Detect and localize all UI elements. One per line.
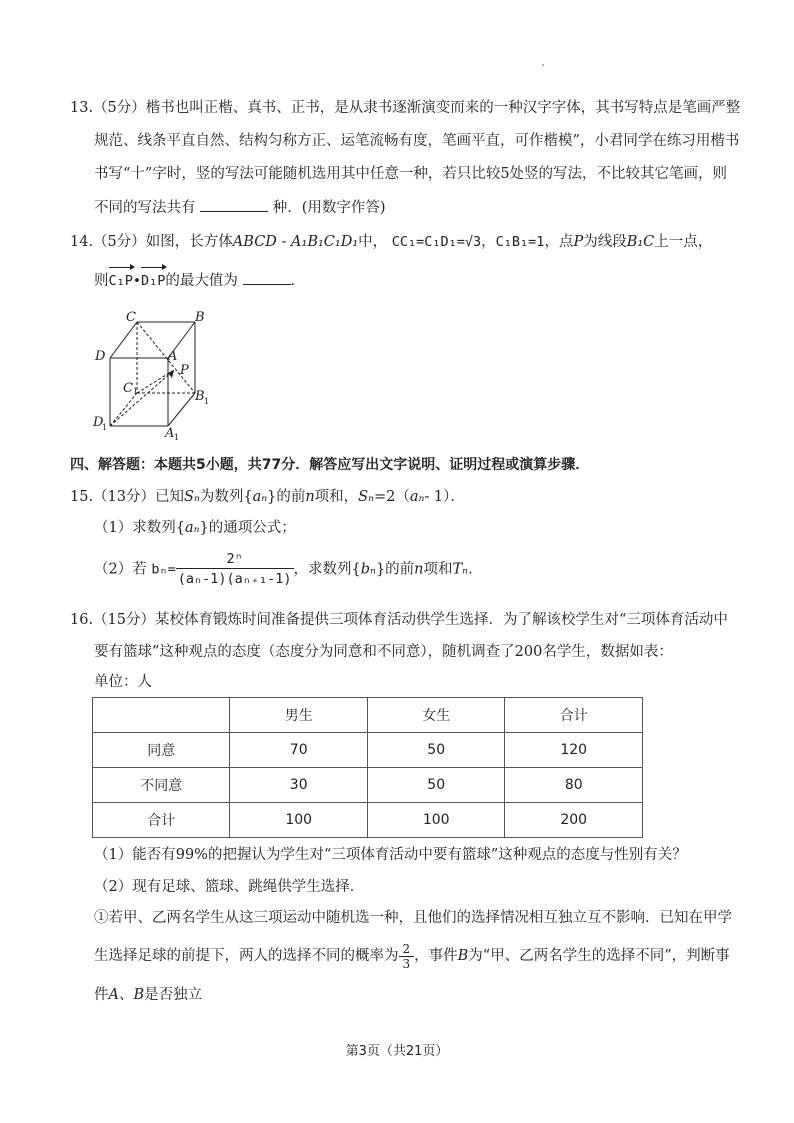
q13-line4 — [94, 197, 386, 218]
q14-dot-product: • — [132, 273, 142, 289]
label-c1-sub: 1 — [133, 387, 139, 396]
label-d1-sub: 1 — [102, 423, 108, 432]
label-a1-sub: 1 — [174, 433, 180, 442]
q15-sn: Sₙ — [184, 489, 200, 505]
q15-text: 项和， — [314, 489, 359, 505]
q15-tn: Tₙ — [452, 561, 469, 578]
q16-choice1-line3 — [94, 985, 202, 1005]
q15-bn-italic: bₙ — [360, 561, 376, 578]
q15-text: - 1）． — [424, 489, 465, 505]
q15-n: n — [414, 561, 424, 578]
q15-an: aₙ — [184, 520, 200, 536]
q14-text: 上一点， — [654, 234, 713, 250]
q14-text: ． — [290, 273, 306, 289]
q15-text: 15.（13分）已知 — [70, 489, 185, 505]
q16-text: 件 — [94, 987, 109, 1003]
q15-text: =2（ — [373, 489, 410, 505]
fraction-denominator: (aₙ-1)(aₙ₊₁-1) — [177, 571, 292, 587]
q16-text: 、 — [118, 987, 134, 1003]
q15-line1 — [70, 487, 465, 507]
q15-text: ，求数列{ — [293, 561, 361, 578]
q14-line2 — [94, 270, 305, 291]
table-header: 男生 — [230, 698, 368, 733]
q15-text: 为数列{ — [199, 489, 253, 505]
edge-d1-c1 — [110, 393, 137, 426]
q14-text: 则 — [94, 273, 109, 289]
table-cell — [93, 698, 230, 733]
q15-an: aₙ — [252, 489, 268, 505]
q13-line3: 书写“十”字时，竖的写法可能随机选用其中任意一种，若只比较5处竖的写法，不比较其它笔画，则 — [94, 166, 728, 182]
q15-fraction — [176, 550, 294, 589]
q16-text: 为“甲、乙两名学生的选择不同”，判断事 — [468, 948, 730, 964]
q14-cond1: CC₁=C₁D₁=√3 — [391, 234, 482, 250]
q13-text: 不同的写法共有 — [94, 200, 196, 216]
q13-answer-blank[interactable] — [200, 197, 268, 212]
q14-text: ，点 — [544, 234, 574, 250]
table-cell: 50 — [367, 768, 505, 803]
q15-text: }的前 — [375, 561, 415, 578]
point-p-marker — [168, 370, 174, 378]
q15-an: aₙ — [409, 489, 425, 505]
table-cell: 70 — [230, 733, 368, 768]
q14-text: 14.（5分）如图，长方体 — [70, 234, 233, 250]
event-b: B — [457, 948, 469, 964]
q16-text: 生选择足球的前提下，两人的选择不同的概率为 — [94, 948, 399, 964]
page-footer: 第3页（共21页） — [345, 1044, 449, 1059]
label-a1: A — [165, 426, 175, 441]
q16-line2: 要有篮球”这种观点的态度（态度分为同意和不同意），随机调查了200名学生，数据如表： — [94, 644, 673, 660]
q15-text: 项和 — [423, 561, 453, 578]
table-cell: 50 — [367, 733, 505, 768]
fraction-numerator: 2ⁿ — [176, 550, 294, 569]
table-cell: 200 — [505, 803, 643, 838]
q16-sub2: （2）现有足球、篮球、跳绳供学生选择． — [94, 879, 365, 895]
fraction-denominator: 3 — [402, 956, 411, 971]
table-row — [93, 733, 643, 768]
q14-text: 的最大值为 — [165, 273, 238, 289]
table-cell: 100 — [367, 803, 505, 838]
table-cell: 合计 — [93, 803, 230, 838]
q16-text: ，事件 — [414, 948, 458, 964]
label-b: B — [195, 310, 205, 325]
q14-point: P — [573, 234, 584, 250]
q16-line1: 16.（15分）某校体育锻炼时间准备提供三项体育活动供学生选择．为了解该校学生对“三项体育活动中 — [70, 612, 728, 628]
q14-solid: ABCD - A₁B₁C₁D₁ — [232, 234, 359, 250]
table-cell: 120 — [505, 733, 643, 768]
scan-dot — [542, 64, 544, 66]
label-c: C — [126, 310, 136, 325]
q14-answer-blank[interactable] — [243, 270, 291, 285]
q14-text: 为线段 — [583, 234, 627, 250]
label-d1: D — [93, 415, 104, 430]
q16-unit: 单位：人 — [94, 674, 152, 690]
q14-text: 中， — [358, 234, 388, 250]
probability-fraction — [399, 942, 415, 971]
q15-sn: Sₙ — [358, 489, 374, 505]
q14-vector-d1p: D₁P — [141, 273, 166, 289]
q15-part1 — [94, 518, 296, 538]
q13-line2: 规范、线条平直自然、结构匀称方正、运笔流畅有度，笔画平直，可作楷模”，小君同学在练习用楷书 — [94, 133, 740, 149]
edge-d-c — [110, 322, 137, 358]
q16-sub1: （1）能否有99%的把握认为学生对“三项体育活动中要有篮球”这种观点的态度与性别有关？ — [94, 847, 687, 863]
table-row — [93, 803, 643, 838]
q15-text: }的通项公式； — [199, 520, 296, 536]
label-c1: C — [123, 381, 133, 396]
label-d: D — [95, 349, 106, 364]
q13-line1: 13.（5分）楷书也叫正楷、真书、正书，是从隶书逐渐演变而来的一种汉字字体，其书写特点是笔画严整 — [70, 100, 741, 116]
q15-text: （1）求数列{ — [94, 520, 185, 536]
table-header: 合计 — [505, 698, 643, 733]
event-b: B — [133, 987, 145, 1003]
table-header-row — [93, 698, 643, 733]
table-cell: 80 — [505, 768, 643, 803]
fraction-numerator: 2 — [399, 942, 415, 957]
q15-text: }的前 — [267, 489, 306, 505]
q14-line1 — [70, 232, 712, 252]
q15-part2 — [94, 550, 473, 590]
q13-text: 种．(用数字作答) — [272, 200, 386, 216]
q14-vector-c1p: C₁P — [108, 273, 133, 289]
label-b1: B — [195, 389, 205, 404]
q16-text: 是否独立 — [144, 987, 203, 1003]
survey-table — [92, 697, 643, 838]
label-b1-sub: 1 — [204, 397, 210, 406]
q15-n: n — [305, 489, 315, 505]
table-cell: 30 — [230, 768, 368, 803]
q14-cond2: C₁B₁=1 — [495, 234, 545, 250]
table-header: 女生 — [367, 698, 505, 733]
segment-d1p — [110, 370, 174, 426]
cuboid-figure — [90, 308, 220, 443]
q15-bn: bₙ= — [151, 561, 176, 578]
label-a: A — [168, 349, 178, 364]
edge-a1-b1 — [168, 393, 195, 426]
q15-text: （2）若 — [94, 561, 147, 578]
q14-segment: B₁C — [626, 234, 655, 250]
event-a: A — [108, 987, 119, 1003]
table-cell: 同意 — [93, 733, 230, 768]
section-heading: 四、解答题：本题共5小题，共77分．解答应写出文字说明、证明过程或演算步骤． — [70, 457, 590, 473]
q16-choice1-line1: ①若甲、乙两名学生从这三项运动中随机选一种，且他们的选择情况相互独立互不影响．已知在甲学 — [94, 910, 732, 926]
q14-sep: ， — [481, 234, 496, 250]
q16-choice1-line2 — [94, 938, 730, 976]
label-p: P — [180, 363, 189, 378]
table-cell: 100 — [230, 803, 368, 838]
table-cell: 不同意 — [93, 768, 230, 803]
q15-text: . — [468, 561, 473, 578]
table-row — [93, 768, 643, 803]
